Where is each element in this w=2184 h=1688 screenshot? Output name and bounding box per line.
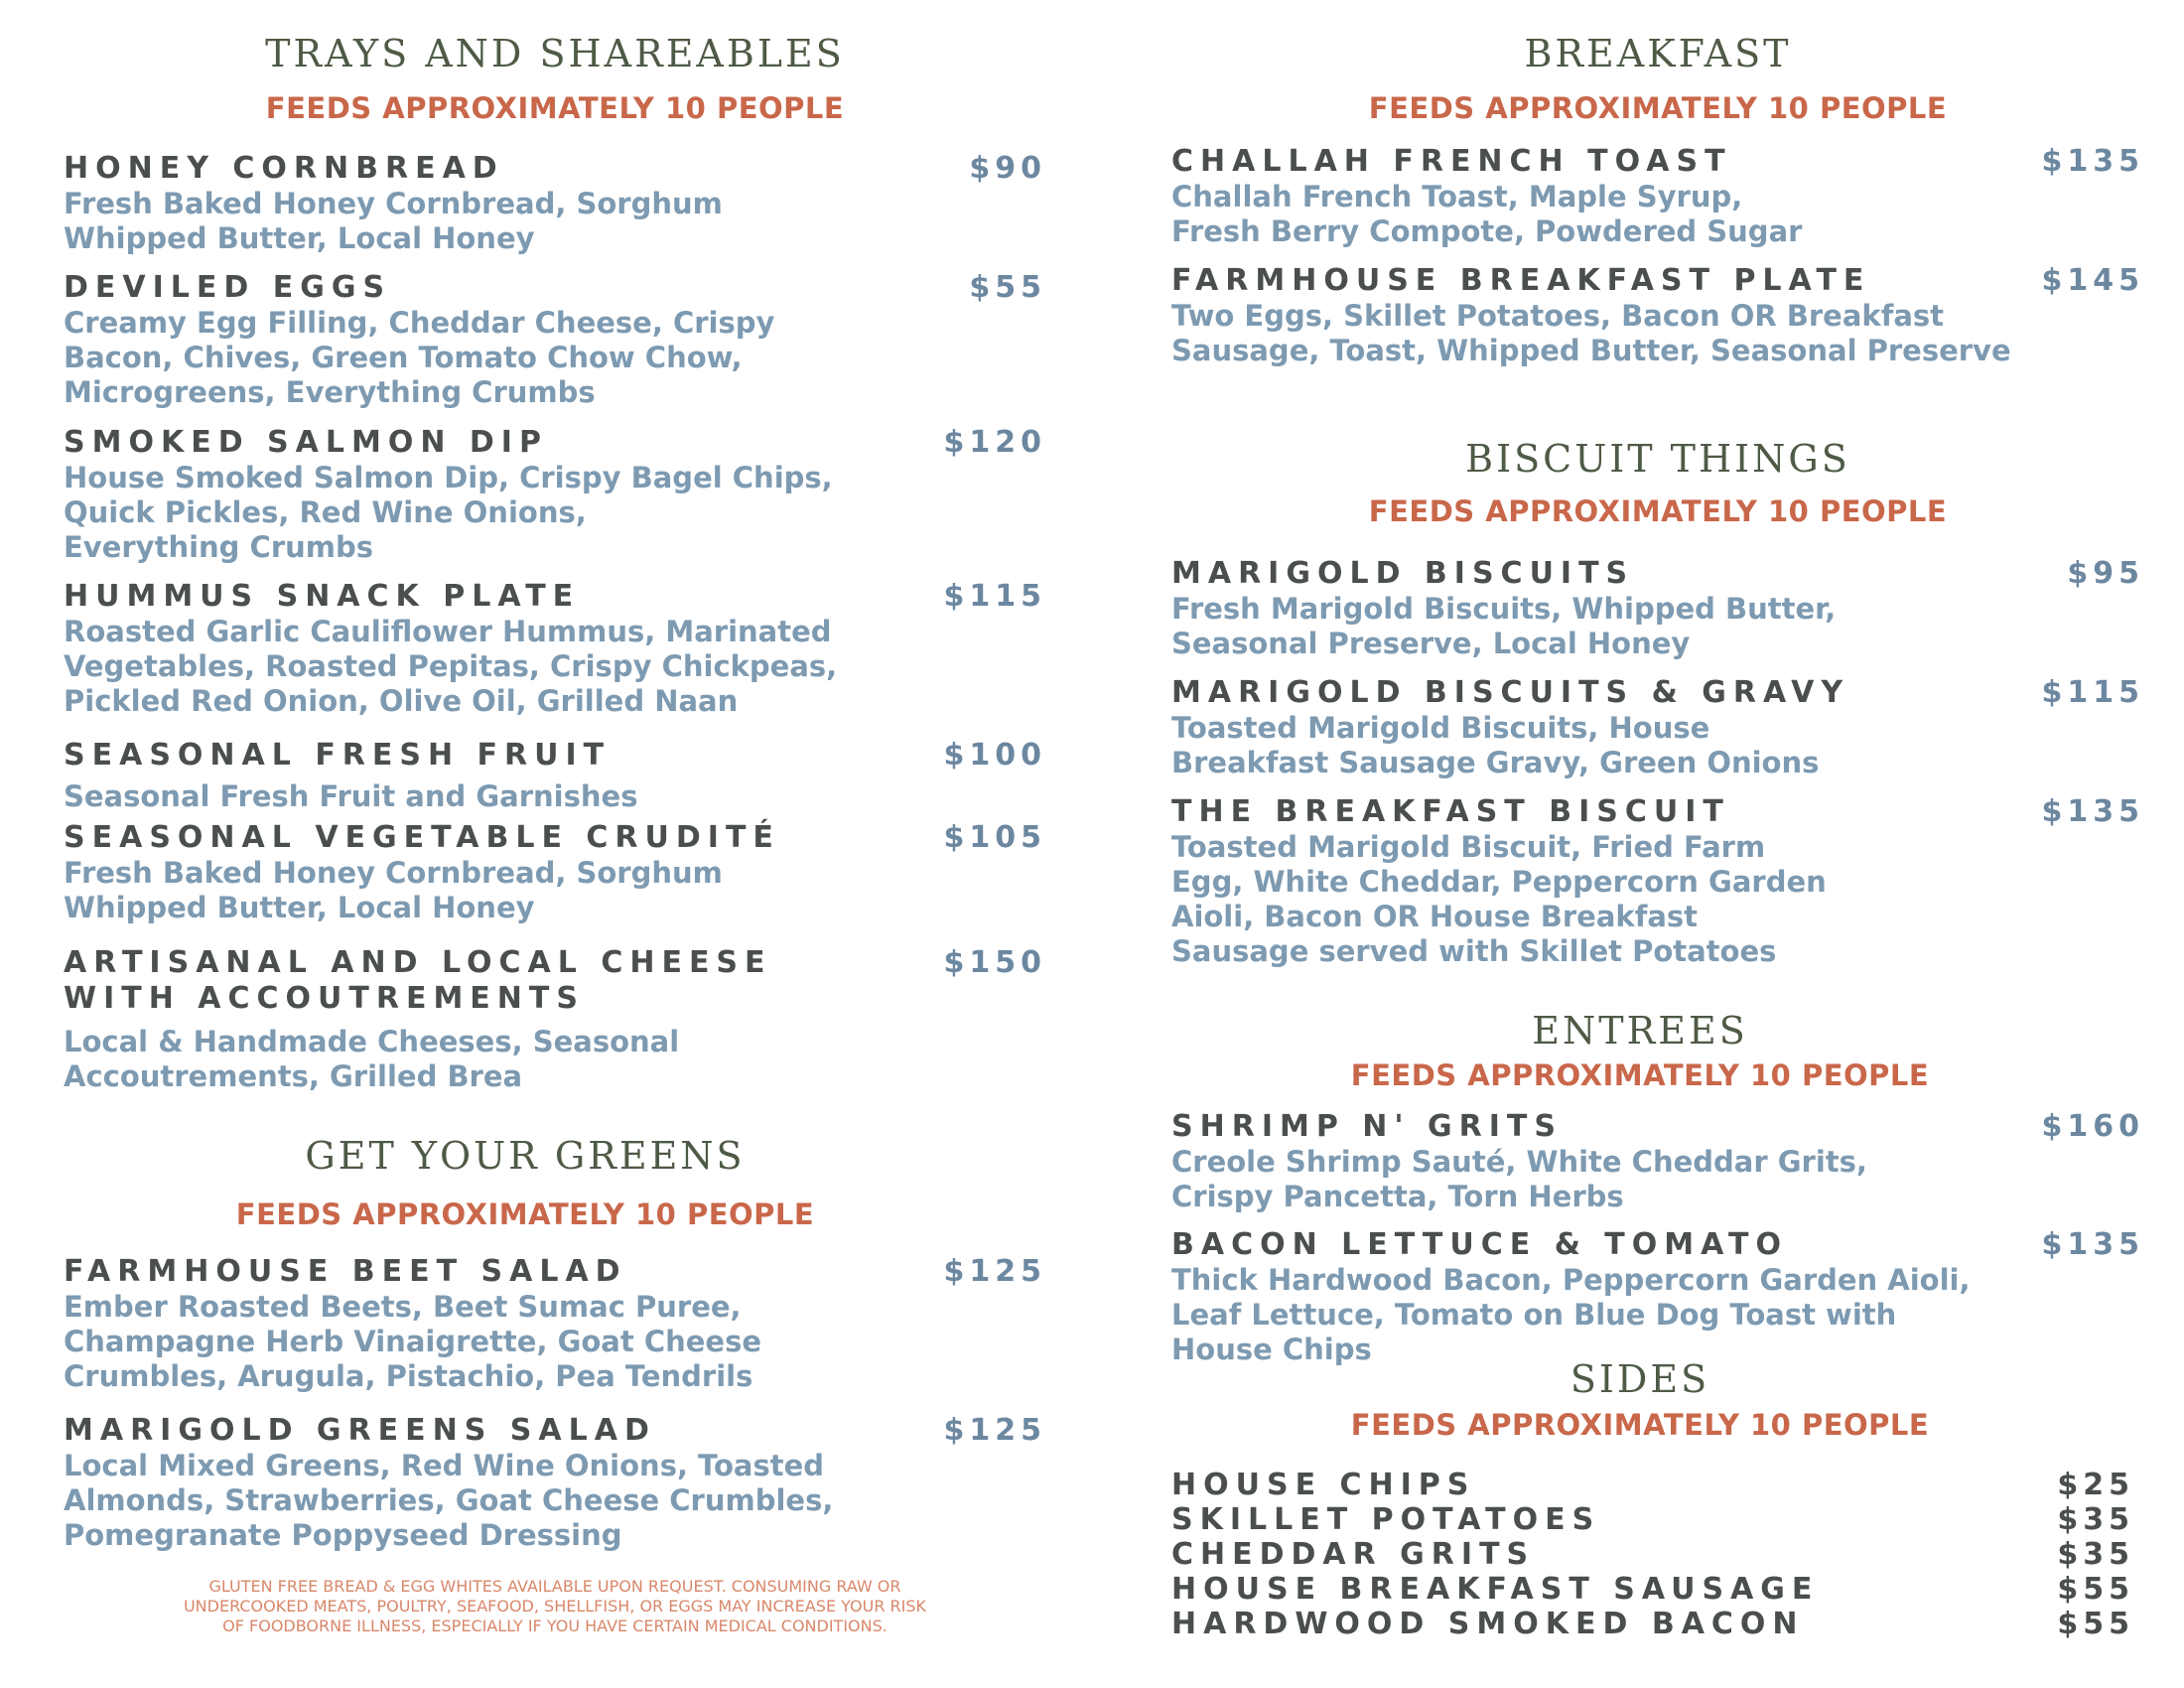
item-desc-line: Egg, White Cheddar, Peppercorn Garden bbox=[1171, 865, 1827, 899]
item-price: $135 bbox=[2041, 1227, 2144, 1262]
item-price: $90 bbox=[969, 151, 1046, 186]
item-price: $160 bbox=[2041, 1109, 2144, 1144]
item-desc-line: Roasted Garlic Cauliflower Hummus, Marinated bbox=[64, 615, 832, 648]
section-title-biscuits: BISCUIT THINGS bbox=[1465, 437, 1850, 481]
item-price: $115 bbox=[2041, 675, 2144, 710]
allergy-disclaimer: GLUTEN FREE BREAD & EGG WHITES AVAILABLE UPON REQUEST. CONSUMING RAW OR UNDERCOOKED MEATS, POULTRY, SEAFOOD, SHELLFISH, OR EGGS MAY INCREASE YOUR RISK OF FOODBORNE ILLNESS, ESPECIALLY IF YOU HAVE CERTAIN MEDICAL CONDITIONS. bbox=[183, 1577, 927, 1635]
section-title-greens: GET YOUR GREENS bbox=[305, 1134, 746, 1178]
menu-item-blt bbox=[1171, 1227, 2144, 1367]
item-desc-line: Accoutrements, Grilled Brea bbox=[64, 1059, 523, 1093]
item-desc-line: Leaf Lettuce, Tomato on Blue Dog Toast with bbox=[1171, 1298, 1897, 1332]
item-desc-line: Whipped Butter, Local Honey bbox=[64, 891, 535, 924]
side-item bbox=[1171, 1537, 2144, 1572]
item-name: FARMHOUSE BREAKFAST PLATE bbox=[1171, 263, 1871, 298]
item-name: SEASONAL FRESH FRUIT bbox=[64, 738, 612, 773]
menu-item-seasonal-fresh-fruit bbox=[64, 738, 1046, 814]
side-item bbox=[1171, 1607, 2144, 1641]
item-price: $100 bbox=[943, 738, 1046, 773]
section-title-sides: SIDES bbox=[1570, 1357, 1710, 1401]
item-desc-line: Bacon, Chives, Green Tomato Chow Chow, bbox=[64, 341, 743, 374]
menu-item-vegetable-crudite bbox=[64, 820, 1046, 925]
item-desc-line: Vegetables, Roasted Pepitas, Crispy Chickpeas, bbox=[64, 649, 838, 683]
item-name: FARMHOUSE BEET SALAD bbox=[64, 1254, 627, 1289]
side-item bbox=[1171, 1502, 2144, 1537]
item-desc-line: Thick Hardwood Bacon, Peppercorn Garden Aioli, bbox=[1171, 1263, 1971, 1297]
item-desc-line: Toasted Marigold Biscuits, House bbox=[1171, 711, 1710, 745]
side-price: $55 bbox=[2057, 1572, 2134, 1607]
section-subtitle-sides: FEEDS APPROXIMATELY 10 PEOPLE bbox=[1350, 1408, 1930, 1442]
item-desc-line: Breakfast Sausage Gravy, Green Onions bbox=[1171, 746, 1820, 779]
item-name: MARIGOLD BISCUITS & GRAVY bbox=[1171, 675, 1850, 710]
side-item bbox=[1171, 1572, 2144, 1607]
item-desc-line: Crumbles, Arugula, Pistachio, Pea Tendrils bbox=[64, 1359, 753, 1393]
item-price: $135 bbox=[2041, 794, 2144, 829]
item-price: $95 bbox=[2067, 556, 2144, 591]
section-subtitle-biscuits: FEEDS APPROXIMATELY 10 PEOPLE bbox=[1368, 494, 1948, 528]
item-name: MARIGOLD GREENS SALAD bbox=[64, 1413, 656, 1448]
menu-item-farmhouse-beet-salad bbox=[64, 1254, 1046, 1394]
item-desc-line: Two Eggs, Skillet Potatoes, Bacon OR Breakfast bbox=[1171, 299, 1945, 333]
item-name-line2: WITH ACCOUTREMENTS bbox=[64, 981, 585, 1016]
item-price: $120 bbox=[943, 425, 1046, 460]
item-desc-line: Crispy Pancetta, Torn Herbs bbox=[1171, 1180, 1624, 1213]
menu-item-hummus-snack-plate bbox=[64, 579, 1046, 719]
item-price: $150 bbox=[943, 945, 1046, 980]
item-desc-line: Fresh Berry Compote, Powdered Sugar bbox=[1171, 214, 1803, 248]
item-name: SHRIMP N' GRITS bbox=[1171, 1109, 1563, 1144]
item-desc-line: Fresh Baked Honey Cornbread, Sorghum bbox=[64, 187, 723, 220]
item-desc-line: Ember Roasted Beets, Beet Sumac Puree, bbox=[64, 1290, 742, 1324]
item-desc-line: Creole Shrimp Sauté, White Cheddar Grits, bbox=[1171, 1145, 1867, 1179]
item-price: $105 bbox=[943, 820, 1046, 855]
item-name: MARIGOLD BISCUITS bbox=[1171, 556, 1635, 591]
side-price: $35 bbox=[2057, 1502, 2134, 1537]
item-desc-line: Sausage, Toast, Whipped Butter, Seasonal Preserve bbox=[1171, 334, 2011, 367]
side-name: HARDWOOD SMOKED BACON bbox=[1171, 1607, 1805, 1641]
menu-item-marigold-biscuits bbox=[1171, 556, 2144, 661]
item-desc-line: Microgreens, Everything Crumbs bbox=[64, 375, 596, 409]
item-name: SMOKED SALMON DIP bbox=[64, 425, 548, 460]
item-desc-line: Champagne Herb Vinaigrette, Goat Cheese bbox=[64, 1325, 762, 1358]
item-desc-line: Local Mixed Greens, Red Wine Onions, Toasted bbox=[64, 1449, 825, 1482]
item-desc-line: Fresh Marigold Biscuits, Whipped Butter, bbox=[1171, 592, 1837, 626]
item-desc-line: Local & Handmade Cheeses, Seasonal bbox=[64, 1025, 680, 1058]
menu-item-marigold-greens-salad bbox=[64, 1413, 1046, 1553]
item-name: THE BREAKFAST BISCUIT bbox=[1171, 794, 1730, 829]
item-price: $125 bbox=[943, 1254, 1046, 1289]
side-price: $35 bbox=[2057, 1537, 2134, 1572]
item-desc-line: Whipped Butter, Local Honey bbox=[64, 221, 535, 255]
section-subtitle-entrees: FEEDS APPROXIMATELY 10 PEOPLE bbox=[1350, 1058, 1930, 1092]
item-desc-line: Seasonal Fresh Fruit and Garnishes bbox=[64, 779, 638, 813]
menu-item-biscuits-and-gravy bbox=[1171, 675, 2144, 780]
menu-item-shrimp-n-grits bbox=[1171, 1109, 2144, 1214]
item-desc-line: Pomegranate Poppyseed Dressing bbox=[64, 1518, 622, 1552]
item-desc-line: Seasonal Preserve, Local Honey bbox=[1171, 627, 1691, 660]
sides-list bbox=[1171, 1468, 2144, 1641]
item-name: HONEY CORNBREAD bbox=[64, 151, 504, 186]
item-desc-line: Aioli, Bacon OR House Breakfast bbox=[1171, 900, 1699, 933]
item-desc-line: Sausage served with Skillet Potatoes bbox=[1171, 934, 1777, 968]
side-name: HOUSE CHIPS bbox=[1171, 1468, 1476, 1502]
section-subtitle-greens: FEEDS APPROXIMATELY 10 PEOPLE bbox=[235, 1197, 815, 1231]
item-desc-line: Challah French Toast, Maple Syrup, bbox=[1171, 180, 1743, 213]
section-subtitle-trays: FEEDS APPROXIMATELY 10 PEOPLE bbox=[265, 91, 845, 125]
item-desc-line: House Smoked Salmon Dip, Crispy Bagel Chips, bbox=[64, 461, 833, 494]
item-name: ARTISANAL AND LOCAL CHEESE bbox=[64, 945, 772, 980]
side-item bbox=[1171, 1468, 2144, 1502]
item-name: DEVILED EGGS bbox=[64, 270, 392, 305]
section-title-trays: TRAYS AND SHAREABLES bbox=[265, 32, 845, 75]
item-desc-line: Almonds, Strawberries, Goat Cheese Crumbles, bbox=[64, 1483, 834, 1517]
item-price: $135 bbox=[2041, 144, 2144, 179]
item-price: $115 bbox=[943, 579, 1046, 614]
item-desc-line: House Chips bbox=[1171, 1333, 1372, 1366]
item-price: $55 bbox=[969, 270, 1046, 305]
item-desc-line: Toasted Marigold Biscuit, Fried Farm bbox=[1171, 830, 1766, 864]
menu-item-deviled-eggs bbox=[64, 270, 1046, 410]
item-desc-line: Pickled Red Onion, Olive Oil, Grilled Naan bbox=[64, 684, 739, 718]
section-subtitle-breakfast: FEEDS APPROXIMATELY 10 PEOPLE bbox=[1368, 91, 1948, 125]
item-name: BACON LETTUCE & TOMATO bbox=[1171, 1227, 1788, 1262]
item-price: $125 bbox=[943, 1413, 1046, 1448]
side-price: $25 bbox=[2057, 1468, 2134, 1502]
item-name: CHALLAH FRENCH TOAST bbox=[1171, 144, 1732, 179]
item-price: $145 bbox=[2041, 263, 2144, 298]
item-desc-line: Everything Crumbs bbox=[64, 530, 374, 564]
menu-item-farmhouse-breakfast-plate bbox=[1171, 263, 2144, 368]
menu-item-challah-french-toast bbox=[1171, 144, 2144, 249]
item-desc-line: Quick Pickles, Red Wine Onions, bbox=[64, 495, 587, 529]
side-price: $55 bbox=[2057, 1607, 2134, 1641]
item-desc-line: Fresh Baked Honey Cornbread, Sorghum bbox=[64, 856, 723, 890]
item-name: HUMMUS SNACK PLATE bbox=[64, 579, 581, 614]
menu-item-breakfast-biscuit bbox=[1171, 794, 2144, 969]
item-desc-line: Creamy Egg Filling, Cheddar Cheese, Crispy bbox=[64, 306, 775, 340]
side-name: CHEDDAR GRITS bbox=[1171, 1537, 1536, 1572]
menu-item-smoked-salmon-dip bbox=[64, 425, 1046, 565]
section-title-entrees: ENTREES bbox=[1532, 1009, 1748, 1053]
menu-item-honey-cornbread bbox=[64, 151, 1046, 256]
side-name: HOUSE BREAKFAST SAUSAGE bbox=[1171, 1572, 1820, 1607]
item-name: SEASONAL VEGETABLE CRUDITÉ bbox=[64, 820, 780, 855]
menu-item-cheese-board bbox=[64, 945, 1046, 1094]
section-title-breakfast: BREAKFAST bbox=[1524, 32, 1792, 75]
side-name: SKILLET POTATOES bbox=[1171, 1502, 1601, 1537]
